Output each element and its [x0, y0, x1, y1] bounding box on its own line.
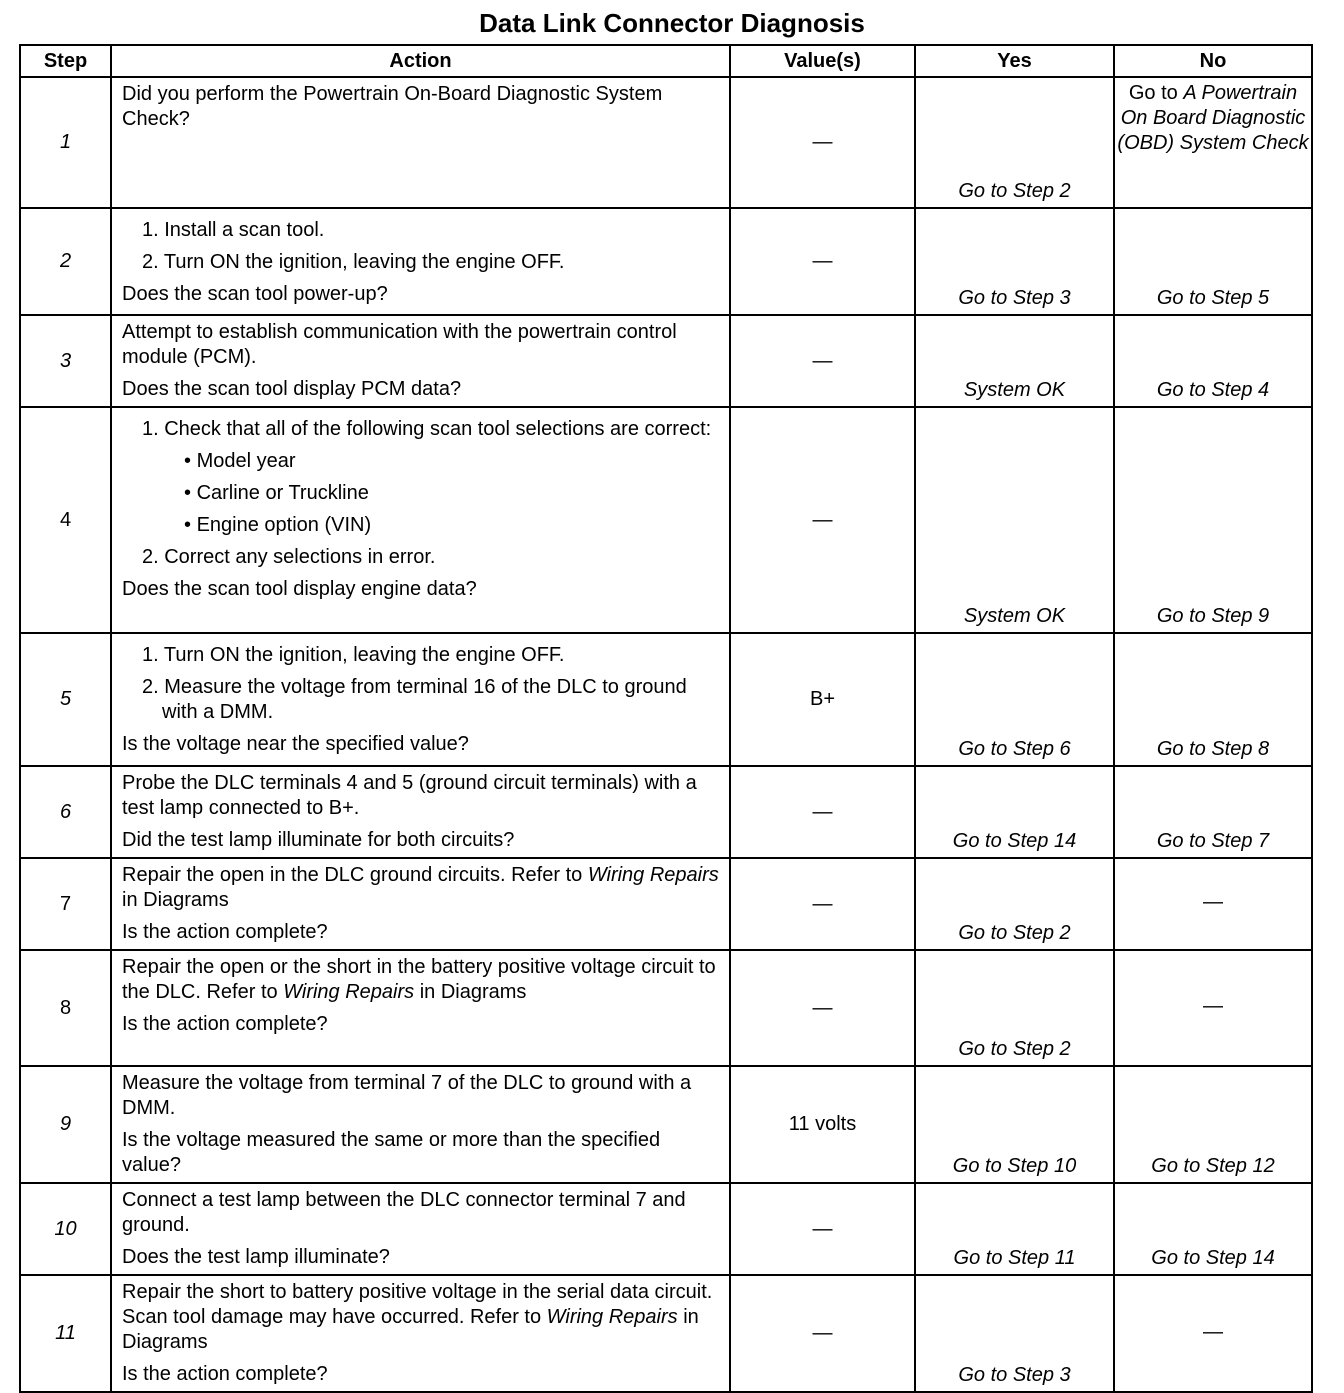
table-row	[20, 633, 1312, 766]
value-cell: —	[730, 208, 915, 315]
yes-cell: System OK	[915, 315, 1114, 407]
action-text	[122, 1280, 723, 1355]
step-number: 6	[20, 766, 111, 858]
value-cell: —	[730, 1183, 915, 1275]
yes-cell: Go to Step 10	[915, 1066, 1114, 1183]
step-number: 3	[20, 315, 111, 407]
no-reference: A Powertrain On Board Diagnostic (OBD) System Check	[1117, 82, 1309, 154]
table-row	[20, 858, 1312, 950]
value-cell: —	[730, 766, 915, 858]
wiring-repairs-reference: Wiring Repairs	[587, 864, 719, 886]
action-cell	[111, 633, 730, 766]
value-cell: —	[730, 858, 915, 950]
yes-cell: System OK	[915, 407, 1114, 633]
diagnosis-table	[19, 44, 1313, 1393]
value-cell: —	[730, 77, 915, 208]
action-cell	[111, 1275, 730, 1392]
yes-cell: Go to Step 14	[915, 766, 1114, 858]
action-cell	[111, 858, 730, 950]
value-cell: —	[730, 1275, 915, 1392]
no-cell: Go to Step 14	[1114, 1183, 1312, 1275]
action-question: Is the action complete?	[122, 1363, 328, 1385]
wiring-repairs-reference: Wiring Repairs	[546, 1306, 678, 1328]
action-text-post: in Diagrams	[414, 981, 527, 1003]
step-number: 4	[20, 407, 111, 633]
action-cell	[111, 766, 730, 858]
action-text	[122, 863, 723, 913]
action-text-post: in Diagrams	[122, 1306, 699, 1353]
bullet-text: Engine option (VIN)	[196, 514, 372, 536]
header-step: Step	[20, 45, 111, 77]
header-yes: Yes	[915, 45, 1114, 77]
yes-cell: Go to Step 2	[915, 858, 1114, 950]
value-cell: —	[730, 407, 915, 633]
action-question: Does the scan tool display engine data?	[122, 578, 477, 600]
no-cell: —	[1114, 858, 1312, 950]
action-text-pre: Repair the open or the short in the battery positive voltage circuit to the DLC. Refer to	[122, 956, 716, 1003]
action-cell	[111, 208, 730, 315]
yes-cell: Go to Step 2	[915, 77, 1114, 208]
action-text	[122, 955, 723, 1005]
no-cell: Go to Step 7	[1114, 766, 1312, 858]
action-cell	[111, 950, 730, 1066]
bullet-text: Model year	[196, 450, 296, 472]
action-cell	[111, 1183, 730, 1275]
yes-cell: Go to Step 3	[915, 1275, 1114, 1392]
action-question: Is the action complete?	[122, 921, 328, 943]
step-number: 7	[20, 858, 111, 950]
no-cell: Go to Step 5	[1114, 208, 1312, 315]
table-row	[20, 950, 1312, 1066]
bullet-item: • Model year	[184, 450, 296, 472]
step-number: 11	[20, 1275, 111, 1392]
yes-cell: Go to Step 3	[915, 208, 1114, 315]
action-cell	[111, 407, 730, 633]
action-text-pre: Repair the open in the DLC ground circuits. Refer to	[122, 864, 588, 886]
value-cell: B+	[730, 633, 915, 766]
table-row	[20, 208, 1312, 315]
table-row	[20, 77, 1312, 208]
step-number: 5	[20, 633, 111, 766]
action-question: Is the voltage near the specified value?	[122, 733, 469, 755]
no-cell	[1114, 77, 1312, 208]
action-question: Does the scan tool display PCM data?	[122, 378, 462, 400]
action-list-item: 2. Turn ON the ignition, leaving the engine OFF.	[142, 251, 565, 273]
page-title: Data Link Connector Diagnosis	[479, 8, 865, 38]
bullet-text: Carline or Truckline	[196, 482, 369, 504]
action-list-item: 1. Check that all of the following scan tool selections are correct:	[142, 418, 712, 440]
table-row	[20, 315, 1312, 407]
value-cell: —	[730, 950, 915, 1066]
action-question: Does the test lamp illuminate?	[122, 1246, 390, 1268]
table-header-row	[20, 45, 1312, 77]
no-prefix: Go to	[1128, 82, 1184, 104]
step-number: 9	[20, 1066, 111, 1183]
header-values: Value(s)	[730, 45, 915, 77]
bullet-item: • Engine option (VIN)	[184, 514, 372, 536]
bullet-item: • Carline or Truckline	[184, 482, 369, 504]
action-list-item: 2. Correct any selections in error.	[142, 546, 436, 568]
action-question: Does the scan tool power-up?	[122, 283, 388, 305]
step-number: 10	[20, 1183, 111, 1275]
step-number: 1	[20, 77, 111, 208]
no-cell: Go to Step 12	[1114, 1066, 1312, 1183]
header-action: Action	[111, 45, 730, 77]
no-cell: Go to Step 8	[1114, 633, 1312, 766]
action-text-pre: Repair the short to battery positive voltage in the serial data circuit. Scan tool damage may have occurred. Refer to	[122, 1281, 713, 1328]
action-cell	[111, 1066, 730, 1183]
action-cell	[111, 77, 730, 208]
action-text: Connect a test lamp between the DLC connector terminal 7 and ground.	[122, 1189, 686, 1236]
step-number: 2	[20, 208, 111, 315]
table-row	[20, 766, 1312, 858]
value-cell: —	[730, 315, 915, 407]
yes-cell: Go to Step 11	[915, 1183, 1114, 1275]
action-text-post: in Diagrams	[122, 889, 229, 911]
action-list-item: 1. Turn ON the ignition, leaving the engine OFF.	[142, 644, 565, 666]
action-cell	[111, 315, 730, 407]
action-question: Did the test lamp illuminate for both circuits?	[122, 829, 515, 851]
header-no: No	[1114, 45, 1312, 77]
step-number: 8	[20, 950, 111, 1066]
action-text: Did you perform the Powertrain On-Board Diagnostic System Check?	[122, 83, 663, 130]
action-list-item: 2. Measure the voltage from terminal 16 of the DLC to ground with a DMM.	[142, 676, 687, 723]
table-row	[20, 1275, 1312, 1392]
action-list-item: 1. Install a scan tool.	[142, 219, 325, 241]
no-cell: —	[1114, 950, 1312, 1066]
table-row	[20, 407, 1312, 633]
no-cell: Go to Step 4	[1114, 315, 1312, 407]
action-text: Measure the voltage from terminal 7 of the DLC to ground with a DMM.	[122, 1072, 692, 1119]
yes-cell: Go to Step 2	[915, 950, 1114, 1066]
value-cell: 11 volts	[730, 1066, 915, 1183]
no-cell: Go to Step 9	[1114, 407, 1312, 633]
action-text: Probe the DLC terminals 4 and 5 (ground circuit terminals) with a test lamp connected to B+.	[122, 772, 697, 819]
action-text: Attempt to establish communication with the powertrain control module (PCM).	[122, 321, 677, 368]
table-row	[20, 1066, 1312, 1183]
no-cell: —	[1114, 1275, 1312, 1392]
action-question: Is the action complete?	[122, 1013, 328, 1035]
wiring-repairs-reference: Wiring Repairs	[283, 981, 415, 1003]
table-row	[20, 1183, 1312, 1275]
action-question: Is the voltage measured the same or more than the specified value?	[122, 1129, 661, 1176]
yes-cell: Go to Step 6	[915, 633, 1114, 766]
